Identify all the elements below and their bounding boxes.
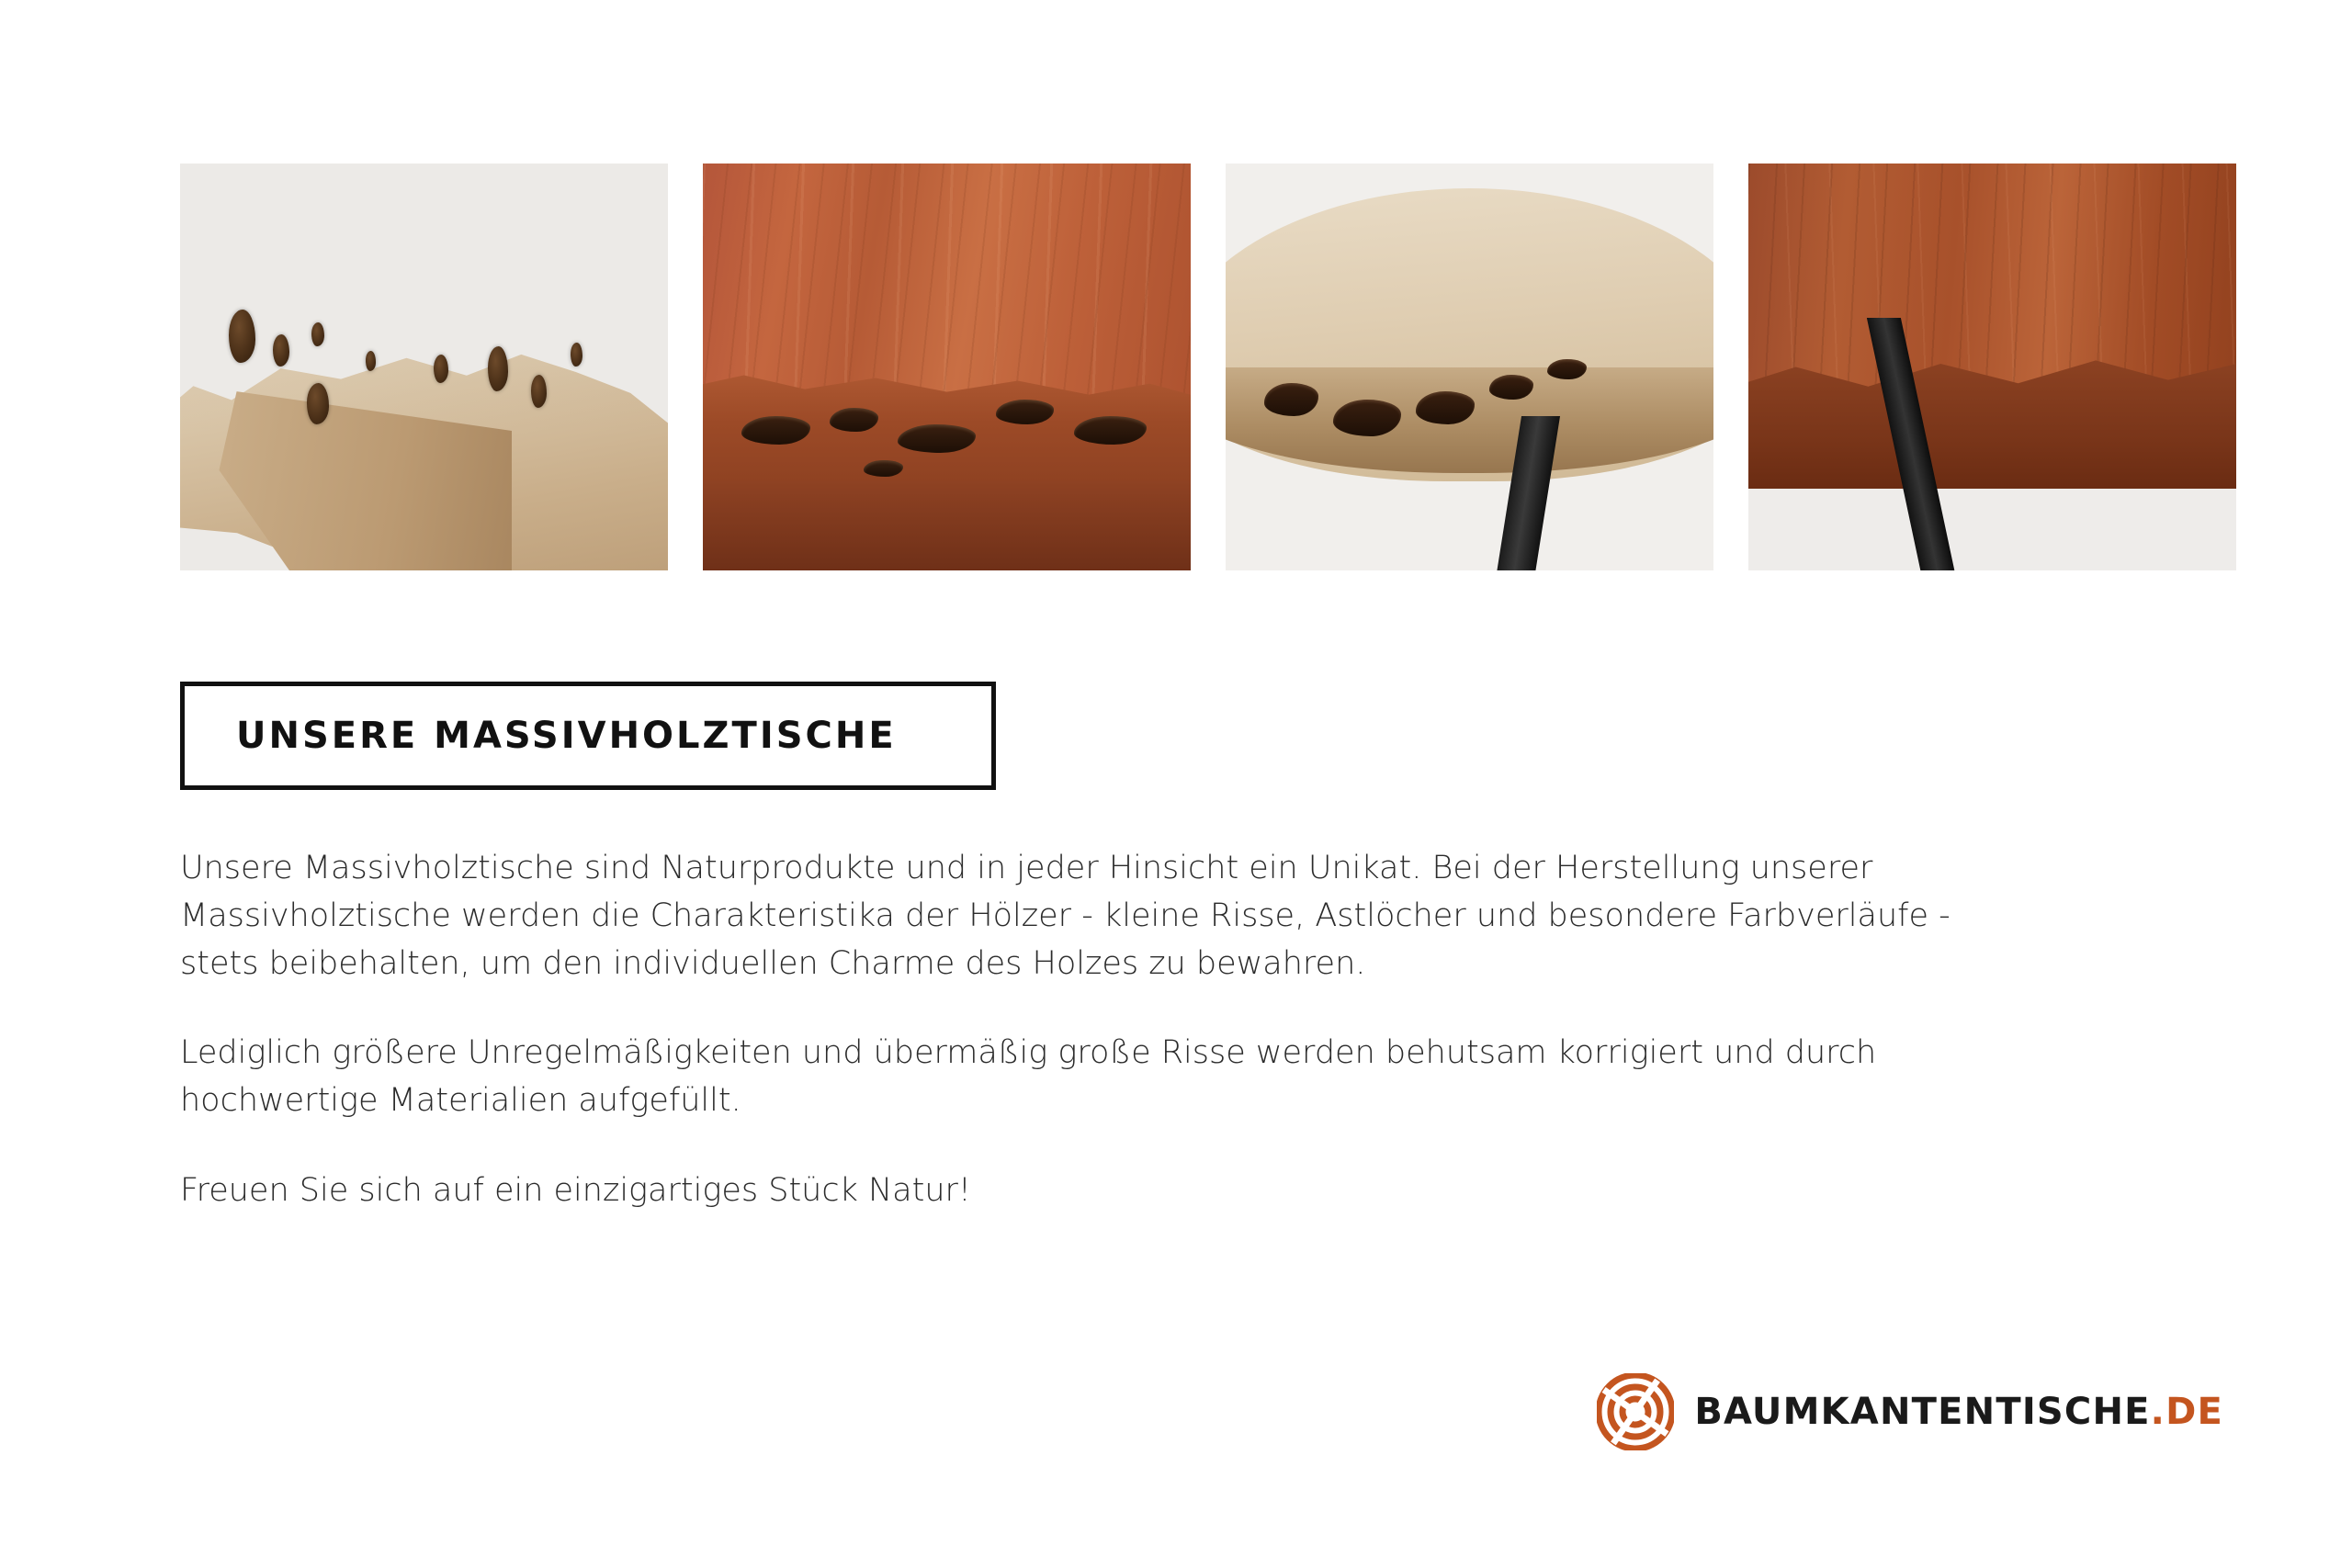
filled-crack [1074, 416, 1148, 445]
filled-crack [898, 424, 976, 453]
knot-hole-icon [307, 383, 329, 423]
concentric-rings-icon [1597, 1373, 1674, 1450]
knot-hole-icon [434, 355, 448, 383]
filled-crack [1264, 383, 1317, 415]
brand-name [1694, 1391, 2223, 1433]
filled-crack [741, 416, 809, 445]
knot-hole-icon [531, 375, 547, 407]
knot-hole-icon [311, 322, 324, 347]
product-photo-strip [180, 164, 2236, 570]
knot-hole-icon [488, 346, 508, 391]
filled-crack [1416, 391, 1475, 423]
knot-hole-icon [273, 334, 289, 367]
product-photo-3 [1226, 164, 1713, 570]
filled-crack [1547, 359, 1586, 379]
paragraph-2: Lediglich größere Unregelmäßigkeiten und übermäßig große Risse werden behutsam korrigiert und durch hochwertige Materialien aufgefüllt. [180, 1034, 1877, 1120]
brand-tld: .DE [2150, 1391, 2223, 1433]
paragraph-1: Unsere Massivholztische sind Naturprodukte und in jeder Hinsicht ein Unikat. Bei der Herstellung unserer Massivholztische werden die Charakteristika der Hölzer - kleine Risse, Astlöcher und besondere Farbverläufe - stets beibehalten, um den individuellen Charme des Holzes zu bewahren. [180, 850, 1951, 982]
paragraph-3: Freuen Sie sich auf ein einzigartiges Stück Natur! [180, 1171, 971, 1209]
knot-hole-icon [229, 310, 255, 363]
product-photo-1 [180, 164, 668, 570]
knot-hole-icon [571, 343, 582, 367]
filled-crack [996, 400, 1055, 424]
wood-grain-texture [703, 164, 1191, 400]
body-copy [180, 845, 2036, 1215]
photo-backdrop [1748, 489, 2236, 570]
table-underside [703, 481, 1191, 570]
section-headline-box [180, 682, 996, 790]
filled-crack [864, 460, 902, 477]
product-photo-2 [703, 164, 1191, 570]
filled-crack [1489, 375, 1533, 400]
brand-word: BAUMKANTENTISCHE [1694, 1391, 2151, 1433]
wood-grain-texture [1748, 164, 2236, 391]
brand-logo [1597, 1373, 2223, 1450]
page-title: UNSERE MASSIVHOLZTISCHE [236, 715, 897, 757]
knot-hole-icon [366, 351, 377, 371]
product-photo-4 [1748, 164, 2236, 570]
filled-crack [1333, 400, 1401, 436]
